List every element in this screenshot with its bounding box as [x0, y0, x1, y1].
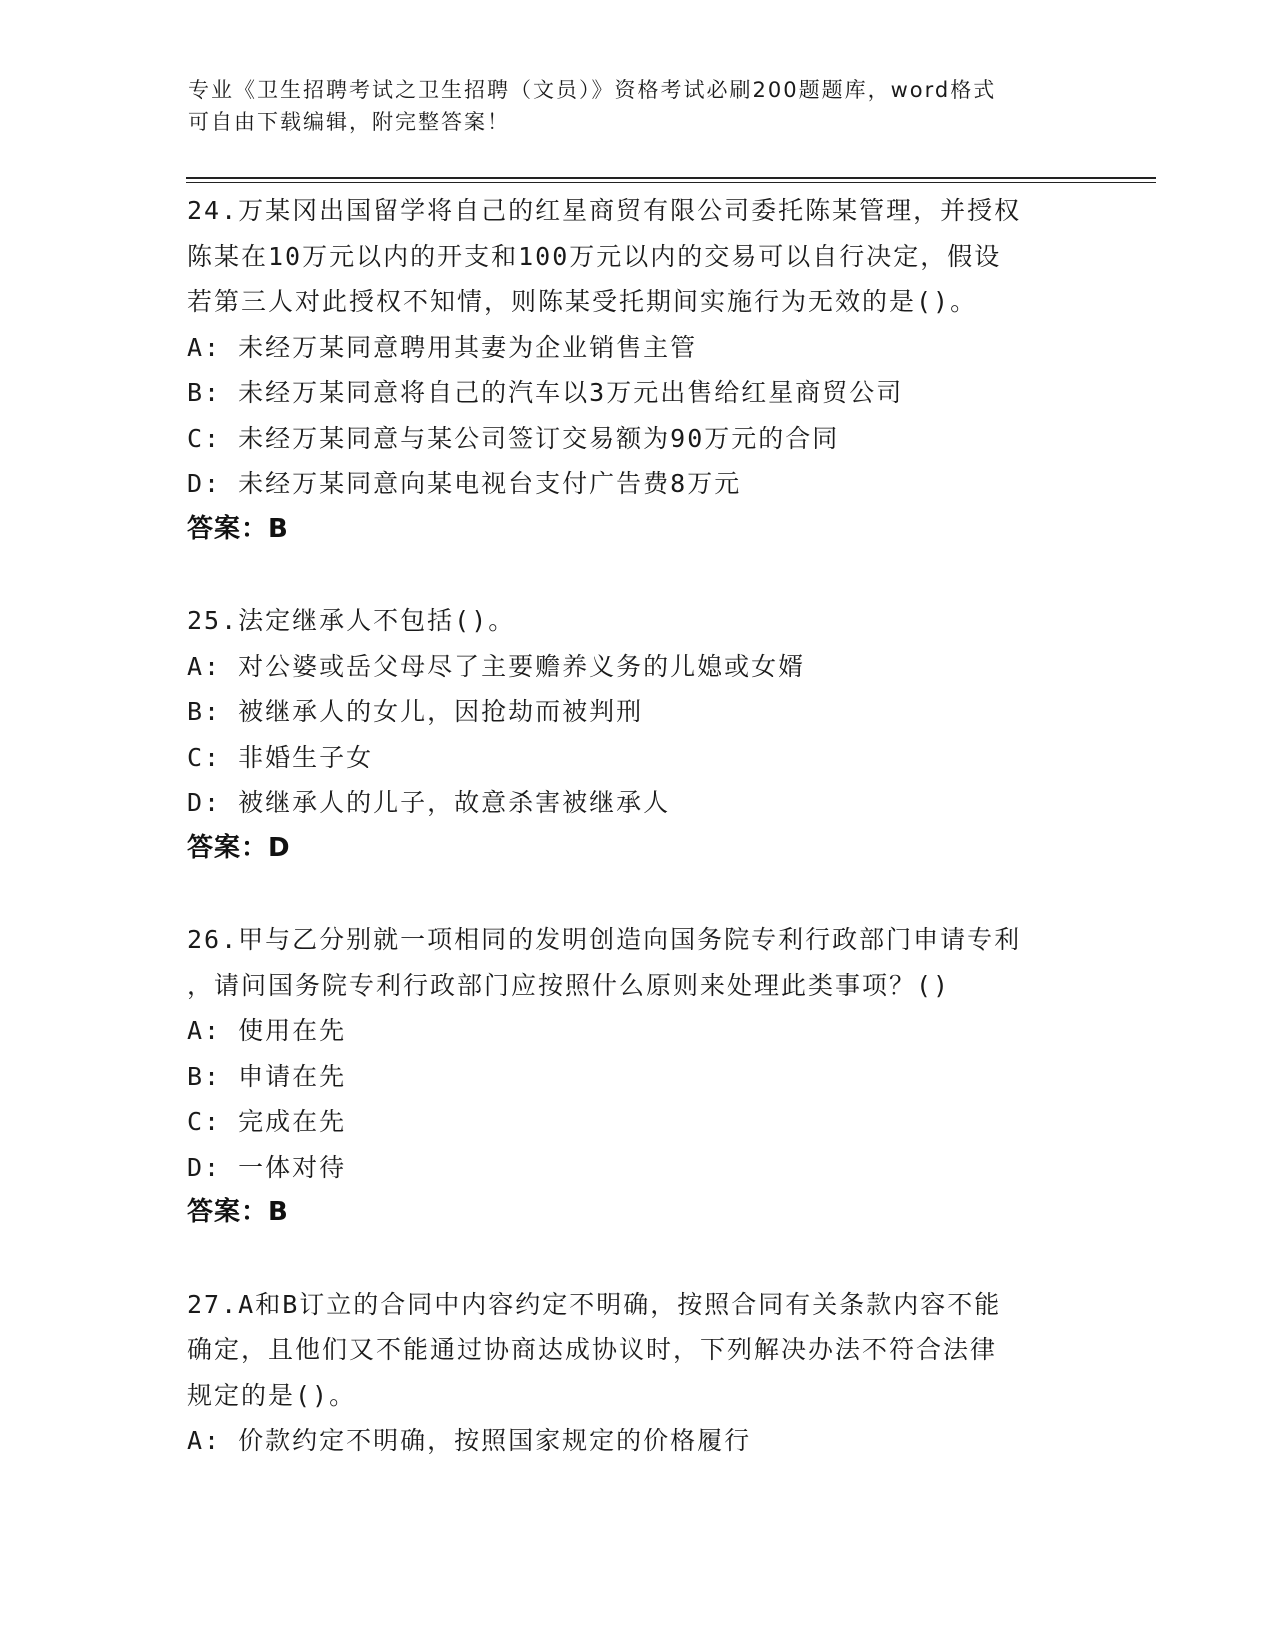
- header-divider-thin: [186, 182, 1156, 183]
- question-text-line: 26.甲与乙分别就一项相同的发明创造向国务院专利行政部门申请专利: [187, 925, 1022, 954]
- option-d: D: 未经万某同意向某电视台支付广告费8万元: [187, 469, 742, 498]
- option-c: C: 未经万某同意与某公司签订交易额为90万元的合同: [187, 423, 840, 453]
- option-a: A: 对公婆或岳父母尽了主要赡养义务的儿媳或女婿: [187, 651, 806, 681]
- answer: 答案：D: [187, 832, 291, 863]
- option-d: D: 被继承人的儿子，故意杀害被继承人: [187, 788, 671, 817]
- question-list: [187, 188, 1077, 1510]
- option-b: B: 被继承人的女儿，因抢劫而被判刑: [187, 697, 644, 726]
- option-a: A: 价款约定不明确，按照国家规定的价格履行: [187, 1426, 752, 1455]
- question-24: [187, 188, 1077, 552]
- option-c: C: 完成在先: [187, 1107, 347, 1136]
- document-header: [188, 74, 1068, 138]
- option-a: A: 未经万某同意聘用其妻为企业销售主管: [187, 332, 698, 362]
- question-text-line: 确定，且他们又不能通过协商达成协议时，下列解决办法不符合法律: [187, 1335, 998, 1364]
- question-text-line: 25.法定继承人不包括()。: [187, 606, 516, 635]
- question-text-line: 27.A和B订立的合同中内容约定不明确，按照合同有关条款内容不能: [187, 1289, 1002, 1319]
- option-b: B: 未经万某同意将自己的汽车以3万元出售给红星商贸公司: [187, 378, 904, 407]
- option-b: B: 申请在先: [187, 1061, 347, 1091]
- question-text-line: ，请问国务院专利行政部门应按照什么原则来处理此类事项？(): [187, 970, 951, 1000]
- answer: 答案：B: [187, 1197, 289, 1227]
- header-divider-thick: [186, 177, 1156, 179]
- option-a: A: 使用在先: [187, 1016, 347, 1045]
- question-text-line: 若第三人对此授权不知情，则陈某受托期间实施行为无效的是()。: [187, 287, 978, 316]
- question-26: [187, 917, 1077, 1236]
- option-c: C: 非婚生子女: [187, 742, 374, 772]
- header-line-2: 可自由下载编辑，附完整答案！: [188, 110, 510, 134]
- question-text-line: 24.万某冈出国留学将自己的红星商贸有限公司委托陈某管理，并授权: [187, 196, 1022, 225]
- question-25: [187, 598, 1077, 871]
- answer: 答案：B: [187, 513, 289, 544]
- question-text-line: 陈某在10万元以内的开支和100万元以内的交易可以自行决定，假设: [187, 241, 1002, 271]
- header-line-1: 专业《卫生招聘考试之卫生招聘（文员）》资格考试必刷200题题库，word格式: [188, 78, 997, 102]
- question-text-line: 规定的是()。: [187, 1380, 357, 1410]
- option-d: D: 一体对待: [187, 1152, 347, 1182]
- question-27: [187, 1282, 1077, 1464]
